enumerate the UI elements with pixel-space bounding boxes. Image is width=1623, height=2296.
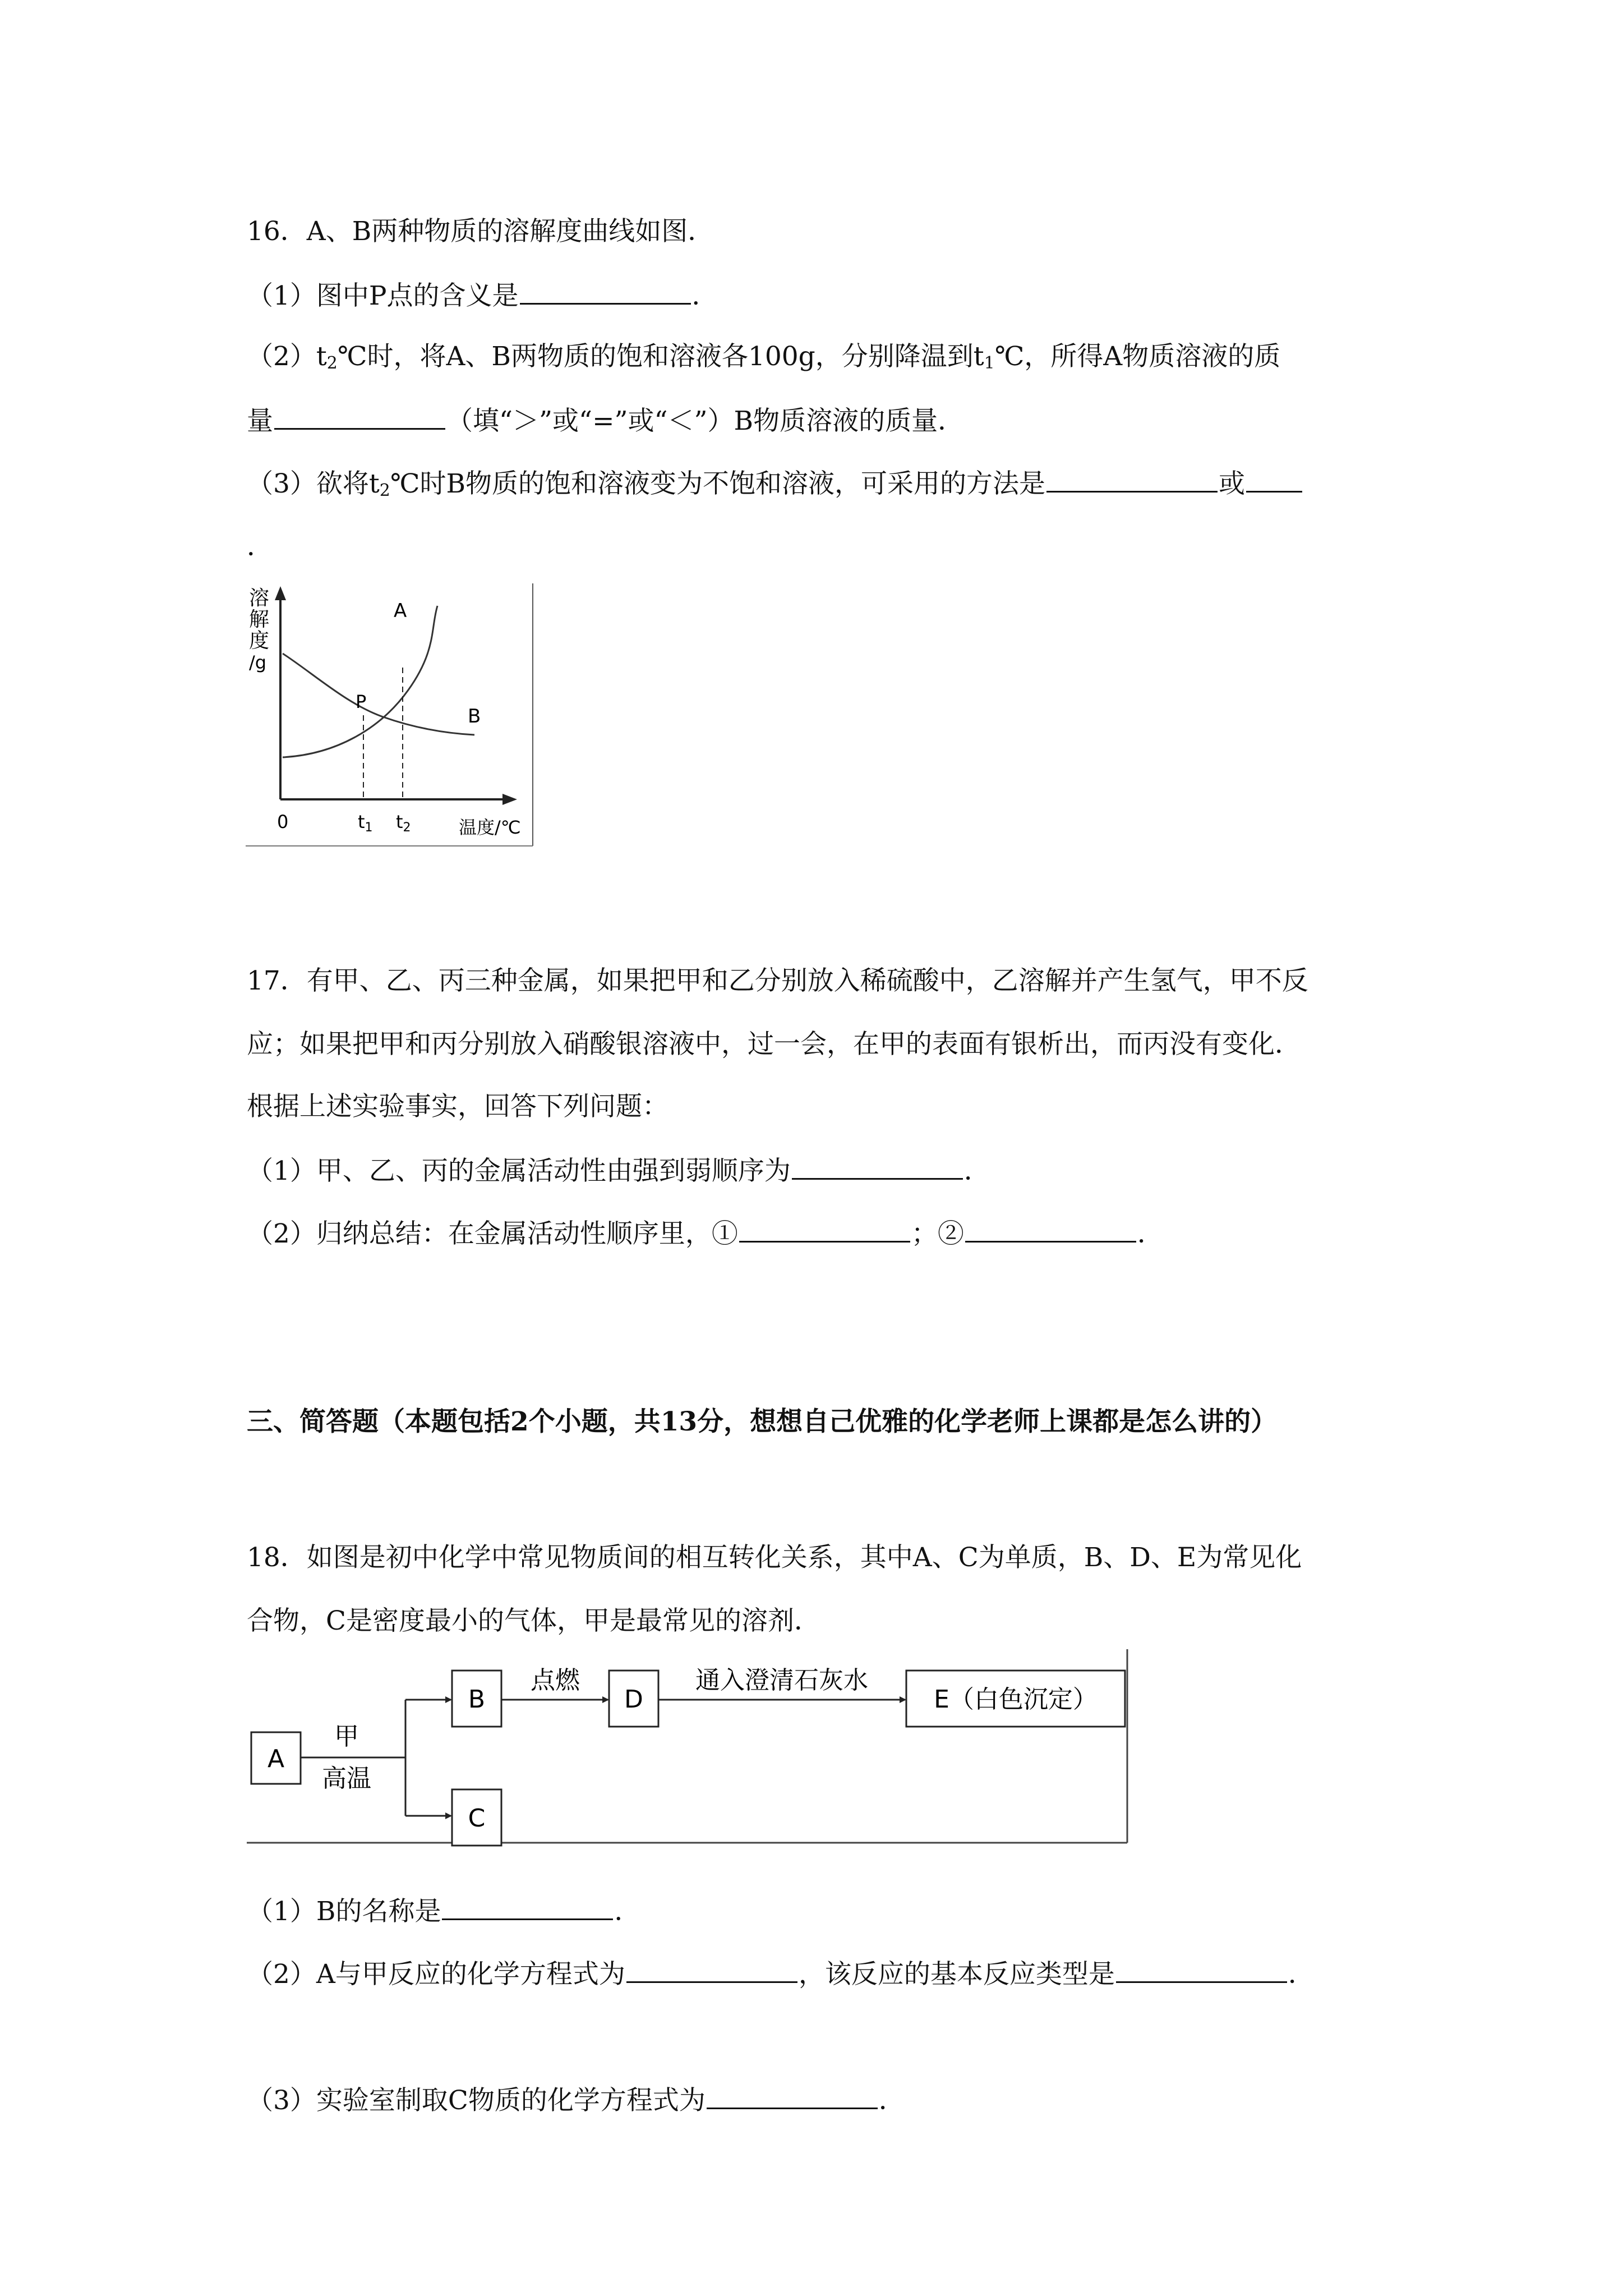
- subscript: 2: [326, 353, 338, 373]
- answer-blank[interactable]: [1046, 463, 1218, 493]
- section-heading: 三、简答题（本题包括2个小题，共13分，想想自己优雅的化学老师上课都是怎么讲的）: [247, 1406, 1278, 1437]
- box-b-label: B: [468, 1685, 486, 1714]
- q16-part2-text-c: ℃，所得A物质溶液的质: [994, 341, 1281, 372]
- q18-part3-text: （3）实验室制取C物质的化学方程式为: [247, 2085, 706, 2116]
- y-axis-label-char: /g: [249, 652, 267, 673]
- q17-part2-text: （2）归纳总结：在金属活动性顺序里，①: [247, 1218, 738, 1249]
- q17-line1: 17．有甲、乙、丙三种金属，如果把甲和乙分别放入稀硫酸中，乙溶解并产生氢气，甲不反: [247, 965, 1308, 996]
- q17-line2: 应；如果把甲和丙分别放入硝酸银溶液中，过一会，在甲的表面有银析出，而丙没有变化．: [247, 1029, 1301, 1060]
- q16-part2-text-a: （2）t: [247, 341, 327, 372]
- q18-part2-text: （2）A与甲反应的化学方程式为: [247, 1959, 625, 1990]
- tick-sub: 1: [365, 821, 373, 835]
- q18-part2: [247, 1953, 1315, 1994]
- box-c-label: C: [468, 1804, 486, 1833]
- tick-label-t1: [358, 811, 373, 835]
- burn-label: 点燃: [531, 1666, 580, 1695]
- answer-blank[interactable]: [707, 2079, 878, 2109]
- answer-blank[interactable]: [442, 1890, 613, 1920]
- q17-part1-end: ．: [963, 1156, 990, 1186]
- q16-part2-line2: [247, 400, 964, 441]
- q16-part2-text-d: 量: [247, 406, 273, 436]
- box-d-label: D: [624, 1685, 643, 1714]
- q18-part1: [247, 1890, 640, 1931]
- y-axis-arrow: [275, 586, 286, 600]
- answer-blank[interactable]: [739, 1213, 910, 1243]
- q18-part2-mid: ，该反应的基本反应类型是: [798, 1959, 1115, 1990]
- q18-part3: [247, 2079, 905, 2120]
- q17-part2-end: ．: [1137, 1218, 1164, 1249]
- reaction-diagram: [246, 1649, 1132, 1848]
- q17-part2: [247, 1213, 1164, 1254]
- tick-label-t2: [396, 811, 411, 835]
- q16-part2-text-b: ℃时，将A、B两物质的饱和溶液各100g，分别降温到t: [337, 341, 984, 372]
- q16-part3-end: ．: [247, 531, 273, 562]
- subscript: 2: [379, 481, 390, 500]
- curve-b-label: B: [468, 705, 481, 728]
- answer-blank[interactable]: [1246, 463, 1302, 493]
- q16-stem: 16．A、B两种物质的溶解度曲线如图．: [247, 216, 714, 247]
- q18-line1: 18．如图是初中化学中常见物质间的相互转化关系，其中A、C为单质，B、D、E为常见化: [247, 1542, 1302, 1573]
- curve-a-label: A: [394, 600, 407, 622]
- lime-water-label: 通入澄清石灰水: [695, 1666, 868, 1695]
- curve-a: [283, 606, 437, 757]
- q17-part1-text: （1）甲、乙、丙的金属活动性由强到弱顺序为: [247, 1156, 791, 1186]
- box-e-label: E（白色沉定）: [934, 1685, 1098, 1714]
- answer-blank[interactable]: [274, 400, 445, 430]
- q16-part3-or: 或: [1219, 468, 1246, 499]
- q18-part1-text: （1）B的名称是: [247, 1896, 441, 1927]
- subscript: 1: [984, 353, 995, 373]
- x-axis-label: 温度/℃: [459, 817, 521, 838]
- q17-line3: 根据上述实验事实，回答下列问题：: [247, 1091, 668, 1122]
- q18-part3-end: ．: [878, 2085, 905, 2116]
- answer-blank[interactable]: [792, 1150, 963, 1180]
- solubility-chart: [246, 578, 537, 847]
- condition-label-bottom: 高温: [322, 1764, 371, 1793]
- q16-part3: [247, 463, 1303, 504]
- q18-part1-end: ．: [614, 1896, 641, 1927]
- q16-part2-line1: [247, 337, 1280, 376]
- y-axis-label-char: 解: [249, 608, 270, 631]
- tick-base: t: [396, 811, 403, 832]
- answer-blank[interactable]: [520, 275, 691, 305]
- q16-part2-text-e: （填“＞”或“=”或“＜”）B物质溶液的质量．: [446, 406, 965, 436]
- tick-sub: 2: [403, 821, 411, 835]
- tick-base: t: [358, 811, 365, 832]
- condition-label-top: 甲: [334, 1722, 359, 1751]
- answer-blank[interactable]: [1116, 1953, 1287, 1983]
- q16-part3-text-a: （3）欲将t: [247, 468, 380, 499]
- q16-part1: [247, 275, 718, 316]
- point-p-label: P: [356, 691, 367, 712]
- box-a-label: A: [267, 1745, 285, 1773]
- x-axis-arrow: [502, 794, 517, 805]
- q17-part2-mid: ；②: [911, 1218, 964, 1249]
- q18-line2: 合物，C是密度最小的气体，甲是最常见的溶剂．: [247, 1605, 820, 1636]
- q17-part1: [247, 1150, 990, 1191]
- y-axis-label-char: 度: [249, 629, 270, 652]
- q16-part1-text: （1）图中P点的含义是: [247, 280, 519, 311]
- y-axis-label-char: 溶: [249, 587, 270, 610]
- answer-blank[interactable]: [965, 1213, 1136, 1243]
- q16-part1-end: ．: [691, 280, 718, 311]
- origin-label: 0: [277, 811, 289, 832]
- answer-blank[interactable]: [626, 1953, 797, 1983]
- q16-part3-text-b: ℃时B物质的饱和溶液变为不饱和溶液，可采用的方法是: [390, 468, 1046, 499]
- q18-part2-end: ．: [1288, 1959, 1315, 1990]
- curve-b: [283, 654, 474, 735]
